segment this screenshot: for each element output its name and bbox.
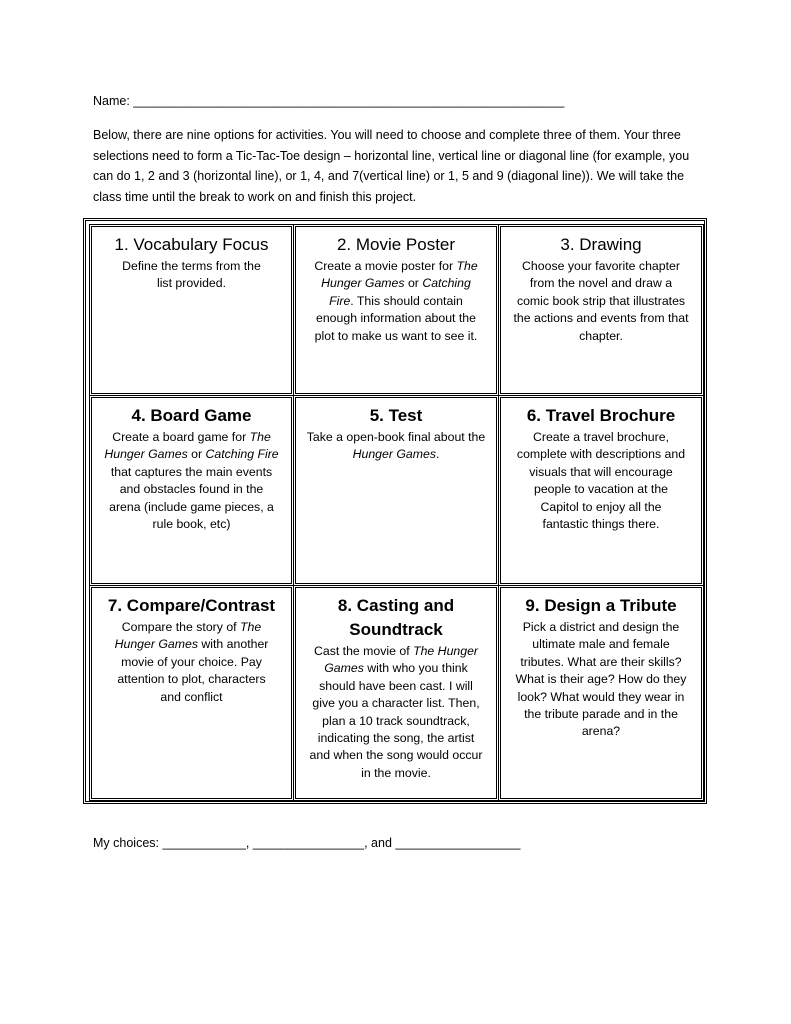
- description-text: that captures the main events and obstacles found in the arena (include game pieces, a rule book, etc): [109, 464, 274, 532]
- description-text: Compare the story of: [121, 620, 241, 634]
- italic-title-text: The Hunger Games: [114, 620, 262, 652]
- italic-title-text: The Hunger Games: [321, 259, 478, 291]
- italic-title-text: Catching Fire: [205, 447, 279, 462]
- activity-title: 3. Drawing: [560, 235, 642, 254]
- activity-description: [512, 619, 690, 741]
- activity-description: [514, 258, 689, 345]
- description-text: or: [187, 447, 206, 462]
- choice-blank-1[interactable]: ____________: [162, 836, 246, 850]
- activity-cell-drawing: [498, 224, 704, 396]
- description-text: . This should contain enough information about the plot to make us want to see it.: [314, 293, 478, 343]
- description-text: Cast the movie of: [313, 644, 414, 658]
- name-label: Name:: [93, 94, 134, 108]
- description-text: Create a travel brochure, complete with descriptions and visuals that will encourage people to vacation at the Capitol to enjoy all the fantastic things there.: [516, 430, 686, 532]
- activity-title: 5. Test: [369, 406, 423, 425]
- activity-description: [309, 643, 484, 782]
- activity-description: [516, 429, 686, 533]
- activity-title: 1. Vocabulary Focus: [114, 235, 269, 254]
- choice-separator: ,: [245, 836, 253, 850]
- activity-description: [104, 429, 279, 533]
- activity-cell-casting-and-soundtrack: [293, 585, 499, 801]
- activity-cell-test: [293, 395, 499, 586]
- description-text: Create a board game for: [112, 430, 250, 444]
- name-line: [93, 94, 564, 108]
- activity-cell-board-game: [89, 395, 294, 586]
- activity-description: [107, 619, 277, 706]
- name-blank[interactable]: ______________________________________________________________: [133, 94, 565, 108]
- tic-tac-toe-board: [83, 218, 707, 804]
- choice-blank-3[interactable]: __________________: [395, 836, 521, 850]
- italic-title-text: Catching Fire: [329, 276, 471, 308]
- activity-title: 6. Travel Brochure: [526, 406, 676, 425]
- description-text: with another movie of your choice. Pay attention to plot, characters and conflict: [117, 637, 269, 704]
- italic-title-text: The Hunger Games: [324, 644, 479, 676]
- instructions-paragraph: Below, there are nine options for activities. You will need to choose and complete three of them. Your three selections need to form a Tic-Tac-Toe design – horizontal line, vertical line or diagonal line (for example, you can do 1, 2 and 3 (horizontal line), or 1, 4, and 7(vertical line) or 1, 5 and 9 (diagonal line)). We will take the class time until the break to work on and finish this project.: [93, 128, 690, 204]
- activity-title: 2. Movie Poster: [336, 235, 456, 254]
- activity-cell-compare-contrast: [89, 585, 294, 801]
- description-text: Choose your favorite chapter from the novel and draw a comic book strip that illustrates the actions and events from that chapter.: [513, 259, 689, 343]
- description-text: or: [404, 276, 423, 291]
- activity-title: 7. Compare/Contrast: [107, 596, 276, 615]
- description-text: Create a movie poster for: [314, 259, 457, 273]
- my-choices-line: [93, 836, 521, 850]
- description-text: Define the terms from the list provided.: [122, 259, 261, 291]
- activity-title: 4. Board Game: [131, 406, 252, 425]
- activity-description: [306, 429, 486, 464]
- activity-cell-design-a-tribute: [498, 585, 704, 801]
- activity-description: [122, 258, 262, 293]
- activity-cell-vocabulary-focus: [89, 224, 294, 396]
- italic-title-text: The Hunger Games: [104, 430, 271, 462]
- activity-cell-movie-poster: [293, 224, 499, 396]
- description-text: .: [435, 447, 440, 462]
- description-text: with who you think should have been cast. I will give you a character list. Then, plan a 10 track soundtrack, indicating the song, the artist and when the song would occur in the movie.: [309, 661, 483, 780]
- activity-cell-travel-brochure: [498, 395, 704, 586]
- activity-title: 8. Casting and Soundtrack: [337, 596, 455, 639]
- activity-title: 9. Design a Tribute: [525, 596, 677, 615]
- activity-description: [311, 258, 481, 345]
- choice-blank-2[interactable]: ________________: [252, 836, 365, 850]
- description-text: Pick a district and design the ultimate male and female tributes. What are their skills? What is their age? How do they look? What would they wear in the tribute parade and in the arena?: [515, 620, 687, 739]
- italic-title-text: Hunger Games: [352, 447, 436, 462]
- choice-separator: , and: [364, 836, 396, 850]
- choices-label: My choices:: [93, 836, 163, 850]
- description-text: Take a open-book final about the: [306, 430, 486, 444]
